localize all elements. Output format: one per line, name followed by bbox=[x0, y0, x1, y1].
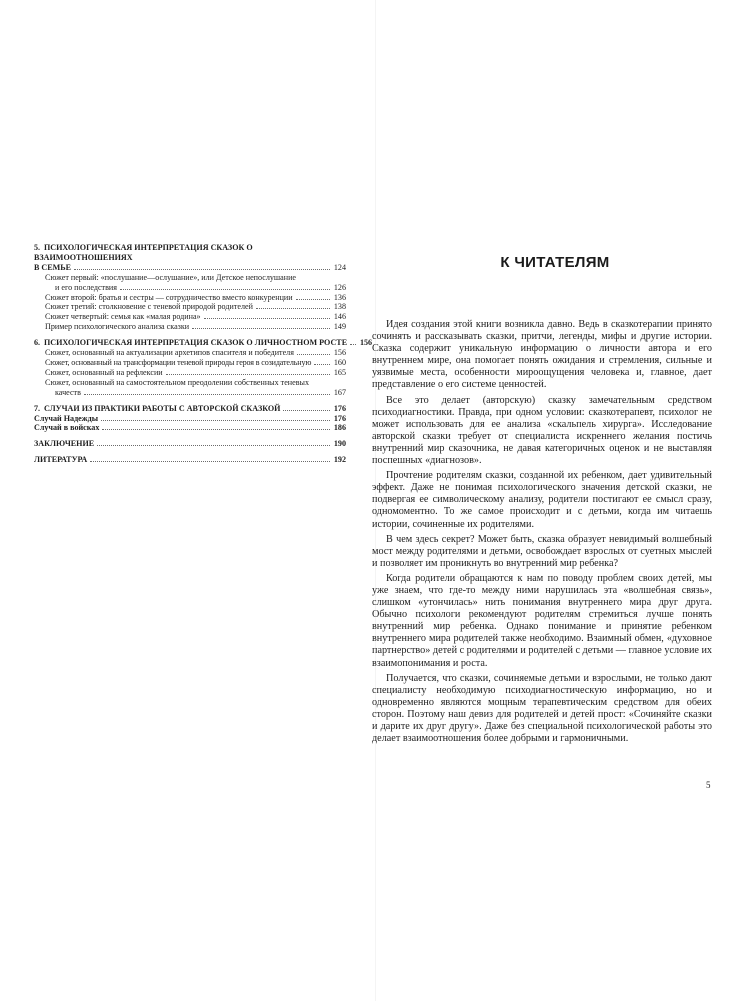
paragraph: Идея создания этой книги возникла давно. Ведь в сказкотерапии принято сочинять и рассказывать сказки, притчи, легенды, мифы и другие истории. Сказка содержит уникальную информацию о личности автора и его внутреннем мире, она помогает понять ожидания и стремления, сильные и уязвимые места, особенности мироощущения человека и, главное, дает представление о его системе ценностей. bbox=[372, 319, 712, 391]
toc-page-number: 190 bbox=[333, 439, 346, 449]
article-body bbox=[372, 319, 712, 748]
toc-section-title: ПСИХОЛОГИЧЕСКАЯ ИНТЕРПРЕТАЦИЯ СКАЗОК О ВЗАИМООТНОШЕНИЯХ bbox=[34, 243, 253, 262]
table-of-contents bbox=[34, 243, 373, 471]
toc-page-number: 186 bbox=[333, 423, 346, 433]
toc-section-number: 6. bbox=[34, 338, 41, 348]
paragraph: В чем здесь секрет? Может быть, сказка образует невидимый волшебный мост между родителями и детьми, освобождает взрослых от суетных мыслей и позволяет им проникнуть во внутренний мир ребенка? bbox=[372, 533, 712, 569]
toc-item[interactable]: ЗАКЛЮЧЕНИЕ 190 bbox=[34, 439, 346, 449]
toc-section-heading[interactable] bbox=[34, 404, 346, 414]
toc-item[interactable]: Сюжет, основанный на актуализации архетипов спасителя и победителя 156 bbox=[45, 348, 346, 358]
toc-section-number: 5. bbox=[34, 243, 41, 252]
toc-literature bbox=[34, 455, 346, 465]
toc-section-7 bbox=[34, 404, 346, 434]
toc-item[interactable]: ЛИТЕРАТУРА 192 bbox=[34, 455, 346, 465]
toc-page-number: 138 bbox=[333, 302, 346, 312]
paragraph: Когда родители обращаются к нам по поводу проблем своих детей, мы уже знаем, что где-то между ними нарушилась эта «волшебная связь», слишком «утончилась» нить понимания внутреннего мира друг друга. Обычно психологи рекомендуют родителям стремиться лучше понять внутренний мир ребенка. Однако понимание и принятие ребенком внутреннего мира родителей также необходимо. Взаимный обмен, «духовное партнерство» детей с родителями и родителей с детьми — главное условие их взаимопонимания и роста. bbox=[372, 572, 713, 669]
toc-page-number: 160 bbox=[333, 357, 346, 367]
paragraph: Получается, что сказки, сочиняемые детьми и взрослыми, не только дают специалисту необходимую психодиагностическую информацию, но и одновременно являются мощным терапевтическим средством для обеих сторон. Поэтому наш девиз для родителей и детей прост: «Сочиняйте сказки и дарите их друг другу». Даже без специальной психологической работы это делает взаимоотношения более добрыми и гармоничными. bbox=[372, 672, 712, 745]
toc-page-number: 192 bbox=[333, 455, 346, 465]
toc-item[interactable]: Случай Надежды 176 bbox=[34, 413, 346, 423]
toc-page-number: 176 bbox=[333, 403, 346, 413]
toc-section-6 bbox=[34, 338, 373, 397]
toc-item[interactable]: Сюжет четвертый: семья как «малая родина» 146 bbox=[45, 312, 346, 322]
toc-item[interactable]: Сюжет, основанный на самостоятельном преодолении собственных теневых качеств 167 bbox=[45, 377, 346, 397]
toc-page-number: 156 bbox=[333, 348, 346, 358]
toc-section-number: 7. bbox=[34, 403, 41, 413]
toc-item[interactable]: Сюжет третий: столкновение с теневой природой родителей 138 bbox=[45, 302, 346, 312]
toc-page-number: 149 bbox=[333, 322, 346, 332]
toc-section-heading[interactable] bbox=[34, 338, 373, 348]
toc-page-number: 176 bbox=[333, 413, 346, 423]
toc-page-number: 165 bbox=[333, 367, 346, 377]
toc-item[interactable]: Случай в войсках 186 bbox=[34, 423, 346, 433]
toc-leader-dots bbox=[74, 269, 330, 270]
toc-section-title: СЛУЧАИ ИЗ ПРАКТИКИ РАБОТЫ С АВТОРСКОЙ СКАЗКОЙ bbox=[44, 403, 281, 413]
toc-section-heading[interactable] bbox=[34, 243, 346, 273]
toc-item[interactable]: Сюжет, основанный на трансформации теневой природы героя в созидательную 160 bbox=[45, 357, 346, 367]
toc-section-5 bbox=[34, 243, 346, 332]
toc-page-number: 156 bbox=[359, 338, 373, 348]
toc-section-title-cont: В СЕМЬЕ bbox=[34, 262, 72, 272]
toc-page-number: 136 bbox=[333, 292, 346, 302]
toc-item[interactable]: Сюжет, основанный на рефлексии 165 bbox=[45, 367, 346, 377]
page-number: 5 bbox=[706, 780, 711, 790]
paragraph: Все это делает (авторскую) сказку замечательным средством психодиагностики. Правда, при одном условии: сказкотерапевт, психолог не может использовать для ее анализа «скальпель хирурга». Исследование авторской сказки требует от специалиста искреннего желания постичь внутренний мир сказочника, не давая категоричных оценок и не выставляя поспешных «диагнозов». bbox=[372, 394, 712, 467]
toc-conclusion bbox=[34, 439, 346, 449]
toc-page-number: 146 bbox=[333, 312, 346, 322]
paragraph: Прочтение родителям сказки, созданной их ребенком, дает удивительный эффект. Даже не понимая психологического значения детской сказки, не подвергая ее символическому анализу, родители постигают ее смысл сразу, одномоментно. То же самое происходит и с детьми, когда им читаешь истории, сочиненные их родителями. bbox=[372, 470, 712, 530]
toc-page-number: 124 bbox=[333, 262, 346, 272]
page-title: К ЧИТАТЕЛЯМ bbox=[500, 254, 610, 271]
toc-item[interactable]: Пример психологического анализа сказки 149 bbox=[45, 322, 346, 332]
toc-page-number: 126 bbox=[333, 282, 346, 292]
toc-item[interactable]: Сюжет второй: братья и сестры — сотрудничество вместо конкуренции 136 bbox=[45, 292, 346, 302]
toc-item[interactable]: Сюжет первый: «послушание—ослушание», или Детское непослушание и его последствия 126 bbox=[45, 272, 346, 292]
toc-page-number: 167 bbox=[333, 387, 346, 397]
toc-section-title: ПСИХОЛОГИЧЕСКАЯ ИНТЕРПРЕТАЦИЯ СКАЗОК О ЛИЧНОСТНОМ РОСТЕ bbox=[44, 338, 348, 348]
